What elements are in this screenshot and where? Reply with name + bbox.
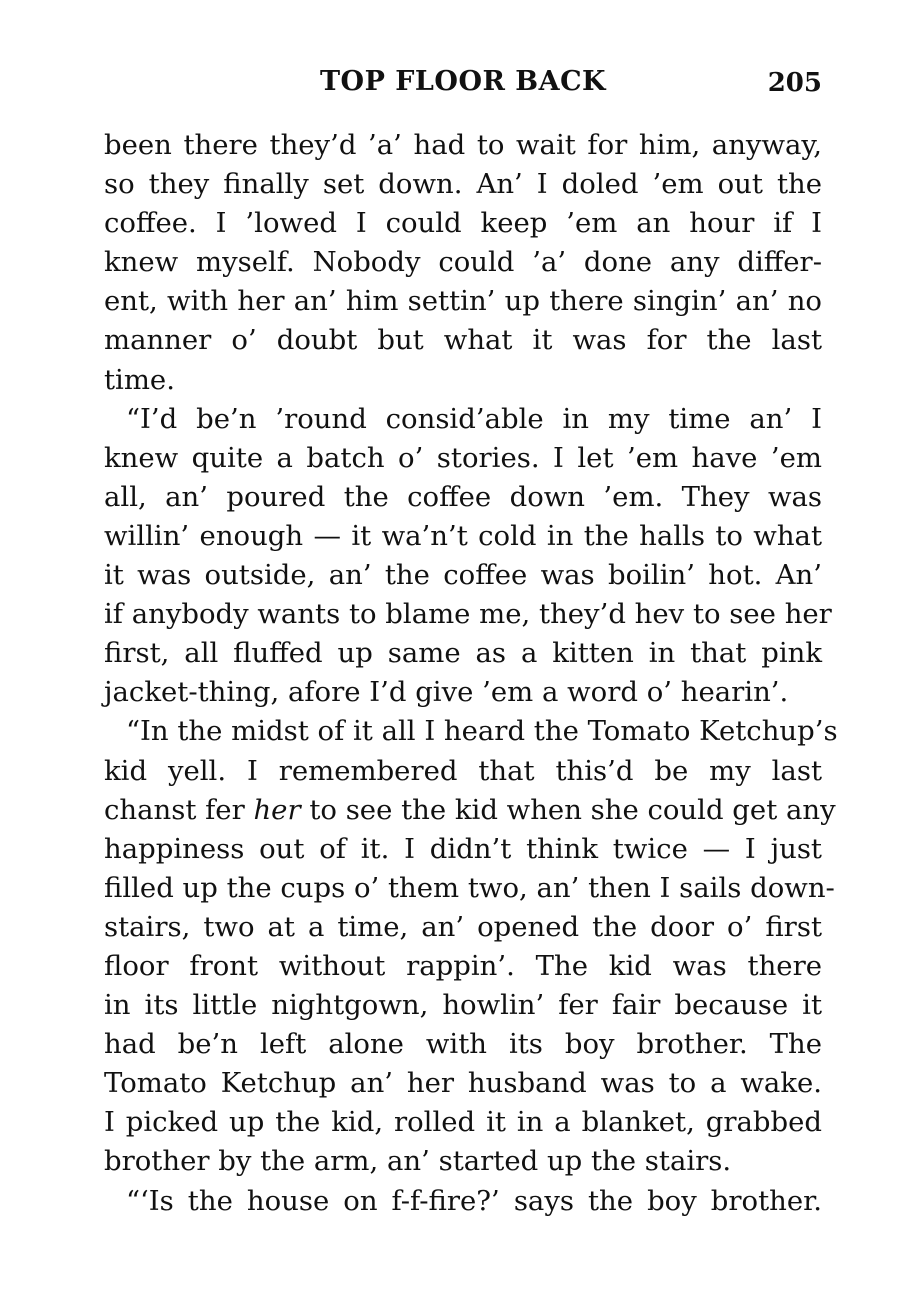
text-line: Tomato Ketchup an’ her husband was to a wake. bbox=[104, 1067, 822, 1100]
text-run: to see the kid when she could get any bbox=[300, 793, 836, 826]
paragraph-first-line: “I’d be’n ’round consid’able in my time an’ I bbox=[126, 402, 822, 435]
text-line: manner o’ doubt but what it was for the last bbox=[104, 324, 822, 357]
text-line: floor front without rappin’. The kid was there bbox=[104, 949, 822, 982]
text-line: knew myself. Nobody could ’a’ done any differ- bbox=[104, 246, 822, 279]
running-head bbox=[104, 66, 822, 106]
text-line: if anybody wants to blame me, they’d hev to see her bbox=[104, 598, 832, 631]
text-line: stairs, two at a time, an’ opened the door o’ first bbox=[104, 910, 822, 943]
body-text bbox=[104, 126, 838, 1221]
text-line: happiness out of it. I didn’t think twice — I just bbox=[104, 832, 822, 865]
page-number: 205 bbox=[767, 68, 822, 98]
text-line: time. bbox=[104, 363, 175, 396]
text-line: coffee. I ’lowed I could keep ’em an hour if I bbox=[104, 207, 822, 240]
text-line: so they finally set down. An’ I doled ’em out the bbox=[104, 168, 822, 201]
text-line: had be’n left alone with its boy brother. The bbox=[104, 1028, 822, 1061]
text-line: in its little nightgown, howlin’ fer fair because it bbox=[104, 989, 822, 1022]
text-line: filled up the cups o’ them two, an’ then I sails down- bbox=[104, 871, 835, 904]
text-line-with-italic bbox=[104, 791, 836, 830]
text-line: been there they’d ’a’ had to wait for him, anyway, bbox=[104, 129, 822, 161]
paragraph-first-line: “‘Is the house on f-f-fire?’ says the boy brother. bbox=[126, 1184, 822, 1217]
text-line: I picked up the kid, rolled it in a blanket, grabbed bbox=[104, 1106, 822, 1139]
text-line: willin’ enough — it wa’n’t cold in the halls to what bbox=[104, 519, 822, 552]
text-line: kid yell. I remembered that this’d be my last bbox=[104, 754, 822, 787]
text-line: knew quite a batch o’ stories. I let ’em have ’em bbox=[104, 441, 822, 474]
text-line: brother by the arm, an’ started up the stairs. bbox=[104, 1145, 732, 1178]
italic-word: her bbox=[253, 793, 301, 826]
running-title: TOP FLOOR BACK bbox=[319, 66, 607, 97]
text-line: ent, with her an’ him settin’ up there singin’ an’ no bbox=[104, 285, 822, 318]
text-run: chanst fer bbox=[104, 793, 254, 826]
text-line: jacket-thing, afore I’d give ’em a word o’ hearin’. bbox=[104, 676, 789, 709]
text-line: all, an’ poured the coffee down ’em. They was bbox=[104, 480, 822, 513]
paragraph-first-line: “In the midst of it all I heard the Tomato Ketchup’s bbox=[126, 715, 838, 748]
text-line: it was outside, an’ the coffee was boilin’ hot. An’ bbox=[104, 559, 822, 592]
text-line: first, all fluffed up same as a kitten in that pink bbox=[104, 637, 822, 670]
